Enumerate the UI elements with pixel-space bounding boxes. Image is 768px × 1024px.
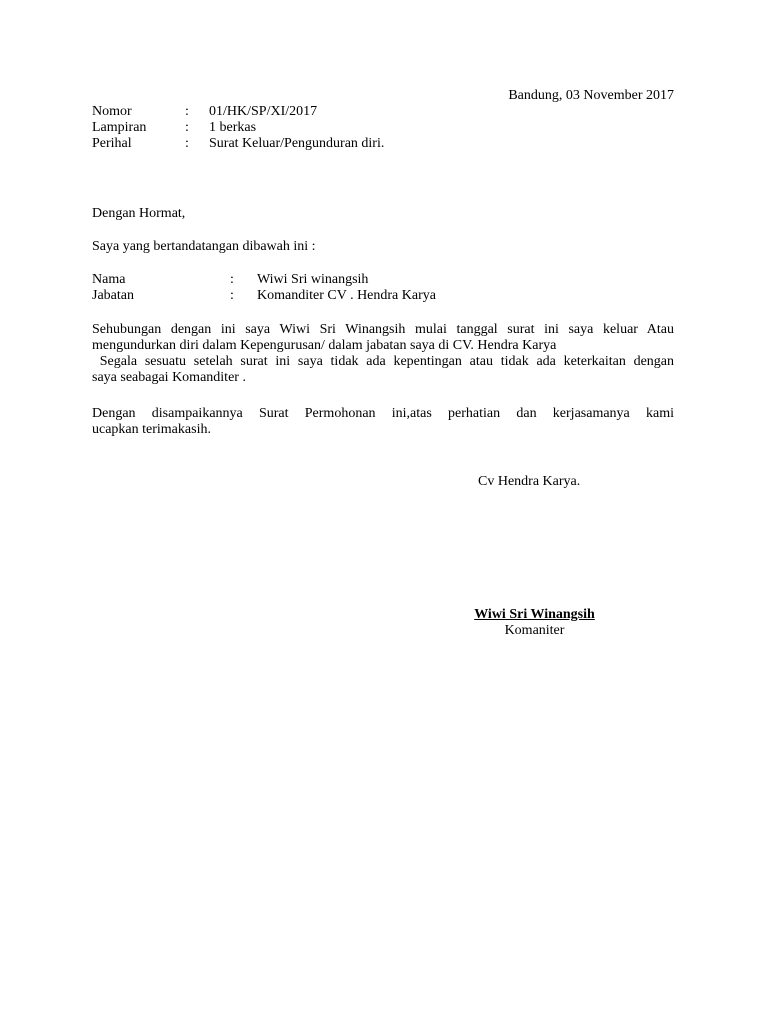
meta-label: Lampiran — [92, 120, 147, 135]
meta-value: Surat Keluar/Pengunduran diri. — [209, 136, 385, 151]
identity-label: Jabatan — [92, 288, 134, 303]
paragraph-line: Segala sesuatu setelah surat ini saya tidak ada kepentingan atau tidak ada keterkaitan dengan — [92, 354, 674, 369]
paragraph-line: Dengan disampaikannya Surat Permohonan ini,atas perhatian dan kerjasamanya kami — [92, 406, 674, 421]
meta-label: Perihal — [92, 136, 132, 151]
meta-row-nomor — [92, 104, 384, 120]
signatory-name: Wiwi Sri Winangsih — [474, 607, 595, 622]
meta-separator: : — [185, 104, 189, 119]
letter-meta — [92, 104, 384, 152]
paragraph-line: mengundurkan diri dalam Kepengurusan/ dalam jabatan saya di CV. Hendra Karya — [92, 338, 557, 353]
identity-row-jabatan — [92, 288, 436, 304]
intro-text: Saya yang bertandatangan dibawah ini : — [92, 239, 316, 254]
identity-label: Nama — [92, 272, 126, 287]
closing-company: Cv Hendra Karya. — [478, 474, 581, 489]
identity-block — [92, 272, 436, 304]
body-paragraph-2 — [92, 354, 674, 386]
meta-row-perihal — [92, 136, 384, 152]
body-paragraph-3 — [92, 406, 674, 438]
meta-label: Nomor — [92, 104, 132, 119]
signature-block — [452, 607, 617, 639]
identity-separator: : — [230, 272, 234, 287]
meta-row-lampiran — [92, 120, 384, 136]
identity-row-nama — [92, 272, 436, 288]
identity-separator: : — [230, 288, 234, 303]
body-paragraph-1 — [92, 322, 674, 354]
paragraph-line: saya seabagai Komanditer . — [92, 370, 246, 385]
meta-value: 01/HK/SP/XI/2017 — [209, 104, 318, 119]
meta-value: 1 berkas — [209, 120, 257, 135]
paragraph-line: ucapkan terimakasih. — [92, 422, 211, 437]
signatory-title: Komaniter — [504, 623, 565, 638]
paragraph-line: Sehubungan dengan ini saya Wiwi Sri Winangsih mulai tanggal surat ini saya keluar Atau — [92, 322, 674, 337]
identity-value: Wiwi Sri winangsih — [257, 272, 369, 287]
salutation: Dengan Hormat, — [92, 206, 186, 221]
meta-separator: : — [185, 136, 189, 151]
letter-date: Bandung, 03 November 2017 — [508, 88, 674, 103]
identity-value: Komanditer CV . Hendra Karya — [257, 288, 436, 303]
meta-separator: : — [185, 120, 189, 135]
